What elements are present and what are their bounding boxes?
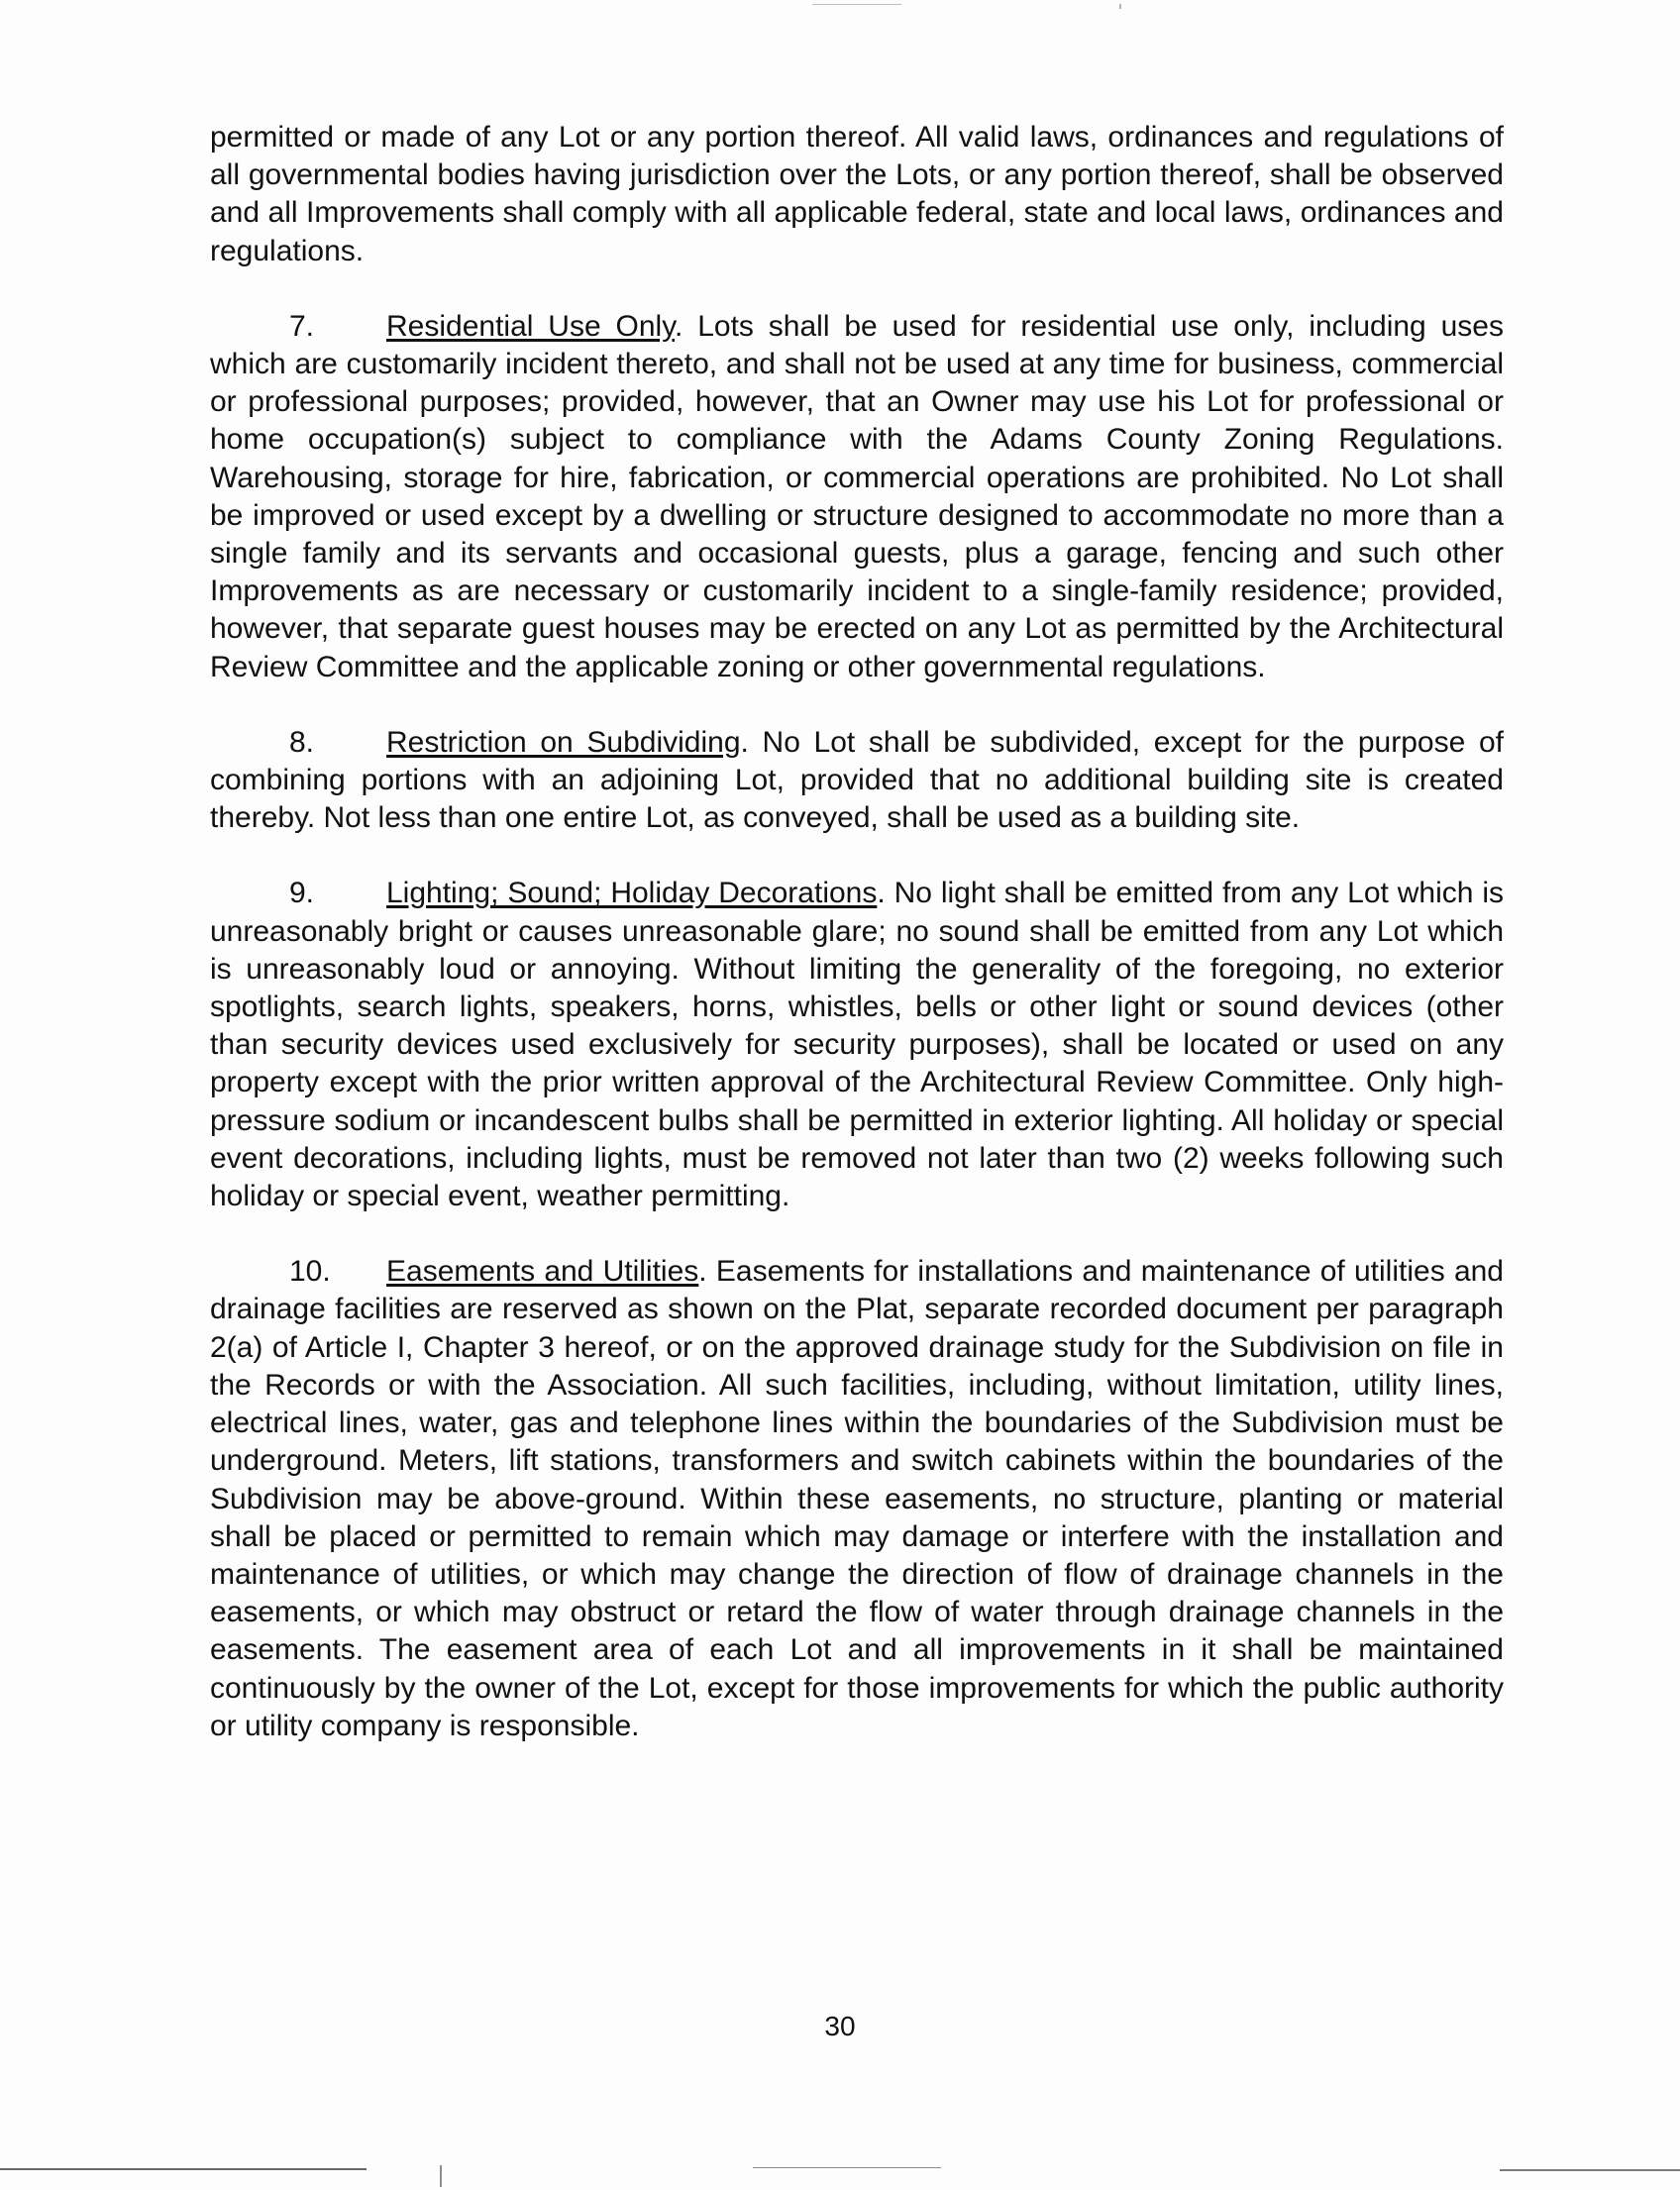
section-heading: Residential Use Only	[386, 309, 675, 343]
section-number: 7.	[289, 309, 315, 343]
section-body: . Lots shall be used for residential use only, including uses which are customarily incident thereto, and shall not be used at any time for business, commercial or professional purposes; provided, however, that an Owner may use his Lot for professional or home occupation(s) subject to compliance with the Adams County Zoning Regulations. Warehousing, storage for hire, fabrication, or commercial operations are prohibited. No Lot shall be improved or used except by a dwelling or structure designed to accommodate no more than a single family and its servants and occasional guests, plus a garage, fencing and such other Improvements as are necessary or customarily incident to a single-family residence; provided, however, that separate guest houses may be erected on any Lot as permitted by the Architectural Review Committee and the applicable zoning or other governmental regulations.	[210, 309, 1504, 683]
section-number: 8.	[289, 725, 315, 759]
section-body: . No Lot shall be subdivided, except for the purpose of combining portions with an adjoining Lot, provided that no additional building site is created thereby. Not less than one entire Lot, as conveyed, shall be used as a building site.	[210, 725, 1504, 835]
scan-artifact-top-right	[1119, 4, 1121, 9]
scan-artifact-bottom-tick	[440, 2165, 442, 2187]
section-body: . No light shall be emitted from any Lot which is unreasonably bright or causes unreasonable glare; no sound shall be emitted from any Lot which is unreasonably loud or annoying. Without limiting the generality of the foregoing, no exterior spotlights, search lights, speakers, horns, whistles, bells or other light or sound devices (other than security devices used exclusively for security purposes), shall be located or used on any property except with the prior written approval of the Architectural Review Committee. Only high-pressure sodium or incandescent bulbs shall be permitted in exterior lighting. All holiday or special event decorations, including lights, must be removed not later than two (2) weeks following such holiday or special event, weather permitting.	[210, 877, 1505, 1213]
section-9	[210, 875, 1504, 1215]
page-number: 30	[824, 2011, 856, 2041]
document-body	[210, 119, 1504, 1783]
section-body: . Easements for installations and maintenance of utilities and drainage facilities are reserved as shown on the Plat, separate recorded document per paragraph 2(a) of Article I, Chapter 3 hereof, or on the approved drainage study for the Subdivision on file in the Records or with the Association. All such facilities, including, without limitation, utility lines, electrical lines, water, gas and telephone lines within the boundaries of the Subdivision must be underground. Meters, lift stations, transformers and switch cabinets within the boundaries of the Subdivision may be above-ground. Within these easements, no structure, planting or material shall be placed or permitted to remain which may damage or interfere with the installation and maintenance of utilities, or which may change the direction of flow of drainage channels in the easements, or which may obstruct or retard the flow of water through drainage channels in the easements. The easement area of each Lot and all improvements in it shall be maintained continuously by the owner of the Lot, except for those improvements for which the public authority or utility company is responsible.	[210, 1255, 1504, 1742]
scan-artifact-bottom-left	[0, 2168, 367, 2170]
section-heading: Lighting; Sound; Holiday Decorations	[386, 877, 878, 910]
scan-artifact-top	[812, 4, 901, 5]
section-heading: Restriction on Subdividing	[386, 725, 741, 759]
section-8	[210, 724, 1504, 838]
section-number: 9.	[289, 877, 315, 910]
section-10	[210, 1253, 1504, 1745]
intro-paragraph: permitted or made of any Lot or any portion thereof. All valid laws, ordinances and regulations of all governmental bodies having jurisdiction over the Lots, or any portion thereof, shall be observed and all Improvements shall comply with all applicable federal, state and local laws, ordinances and regulations.	[210, 121, 1504, 267]
scan-smudge	[317, 1941, 614, 1991]
scan-artifact-bottom-center	[753, 2167, 941, 2168]
section-heading: Easements and Utilities	[386, 1255, 699, 1289]
section-number: 10.	[289, 1255, 331, 1289]
scan-artifact-bottom-right	[1500, 2169, 1680, 2171]
section-7	[210, 308, 1504, 686]
